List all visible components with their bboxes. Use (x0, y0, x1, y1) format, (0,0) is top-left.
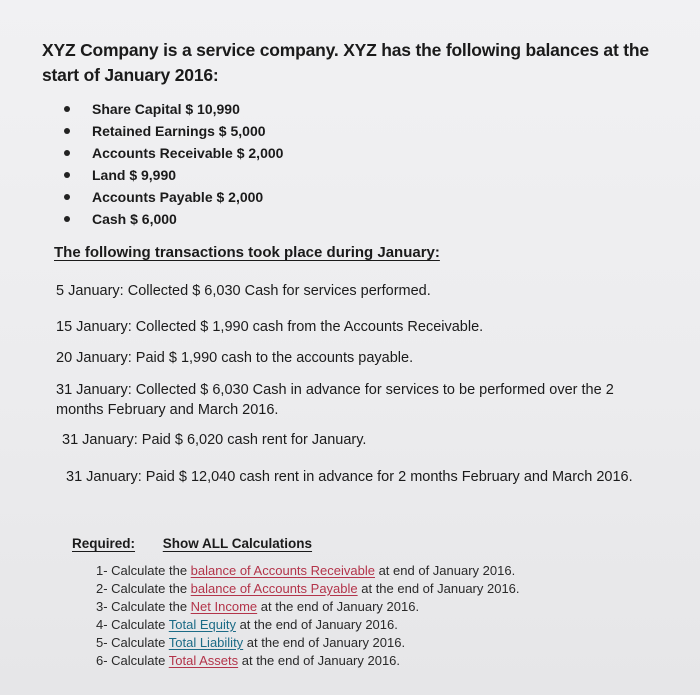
question-prefix: 3- Calculate the (96, 599, 191, 614)
question-term: Net Income (190, 599, 258, 614)
question-item (96, 598, 520, 616)
show-calculations-label: Show ALL Calculations (162, 536, 313, 551)
transaction-line: 31 January: Collected $ 6,030 Cash in advance for services to be performed over the 2 months February and March 2016. (56, 382, 614, 418)
balance-item: Retained Earnings $ 5,000 (58, 120, 283, 142)
balance-list (58, 98, 283, 230)
question-suffix: at the end of January 2016. (238, 653, 401, 668)
transaction-line: 20 January: Paid $ 1,990 cash to the accounts payable. (56, 350, 414, 366)
question-term: Total Assets (168, 653, 239, 668)
balance-item: Cash $ 6,000 (58, 208, 283, 230)
question-item (96, 580, 520, 598)
question-prefix: 5- Calculate (96, 635, 169, 650)
balance-item: Share Capital $ 10,990 (58, 98, 283, 120)
question-suffix: at the end of January 2016. (243, 635, 406, 650)
transaction-line: 15 January: Collected $ 1,990 cash from the Accounts Receivable. (56, 319, 484, 335)
question-list (96, 562, 520, 670)
transaction-line: 31 January: Paid $ 12,040 cash rent in advance for 2 months February and March 2016. (66, 469, 633, 485)
question-item (96, 634, 520, 652)
balance-item: Accounts Payable $ 2,000 (58, 186, 283, 208)
transaction-line: 31 January: Paid $ 6,020 cash rent for January. (62, 432, 367, 448)
question-item (96, 652, 520, 670)
question-suffix: at end of January 2016. (374, 563, 516, 578)
question-prefix: 2- Calculate the (96, 581, 191, 596)
question-suffix: at the end of January 2016. (357, 581, 520, 596)
question-prefix: 4- Calculate (96, 617, 169, 632)
question-term: balance of Accounts Payable (190, 581, 358, 596)
question-term: Total Equity (168, 617, 236, 632)
question-prefix: 1- Calculate the (96, 563, 191, 578)
question-item (96, 616, 520, 634)
question-item (96, 562, 520, 580)
question-term: balance of Accounts Receivable (190, 563, 375, 578)
balance-item: Accounts Receivable $ 2,000 (58, 142, 283, 164)
transactions-heading: The following transactions took place during January: (54, 244, 440, 261)
question-prefix: 6- Calculate (96, 653, 169, 668)
question-suffix: at the end of January 2016. (257, 599, 420, 614)
intro-paragraph: XYZ Company is a service company. XYZ has the following balances at the start of January 2016: (42, 40, 649, 85)
required-label: Required: (72, 536, 136, 551)
question-suffix: at the end of January 2016. (235, 617, 398, 632)
transaction-line: 5 January: Collected $ 6,030 Cash for services performed. (56, 283, 431, 299)
required-line (72, 536, 312, 551)
question-term: Total Liability (168, 635, 244, 650)
balance-item: Land $ 9,990 (58, 164, 283, 186)
